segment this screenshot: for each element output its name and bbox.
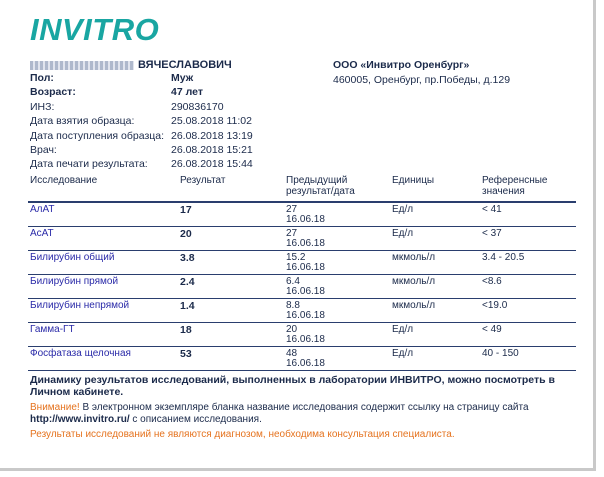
patient-name — [30, 59, 232, 71]
reference-value: < 49 — [480, 323, 576, 347]
results-table — [28, 175, 576, 371]
info-label: Дата поступления образца: — [30, 129, 165, 142]
table-row — [28, 275, 576, 299]
units-value: Ед/л — [390, 202, 480, 227]
previous-value: 6.4 — [286, 276, 300, 287]
test-name-link[interactable]: Фосфатаза щелочная — [28, 347, 178, 371]
disclaimer: Результаты исследований не являются диагнозом, необходима консультация специалиста. — [30, 429, 455, 440]
units-value: мкмоль/л — [390, 299, 480, 323]
result-value: 17 — [178, 202, 284, 227]
previous-date: 16.06.18 — [286, 358, 325, 369]
info-label: Дата печати результата: — [30, 158, 148, 171]
reference-value: < 37 — [480, 227, 576, 251]
test-name-link[interactable]: Билирубин общий — [28, 251, 178, 275]
organization-address: 460005, Оренбург, пр.Победы, д.129 — [333, 74, 511, 86]
info-label: ИНЗ: — [30, 100, 55, 113]
previous-value: 48 — [286, 348, 298, 359]
header-previous: Предыдущий результат/дата — [284, 175, 390, 202]
info-value: 47 лет — [171, 86, 203, 99]
header-result: Результат — [178, 175, 284, 202]
result-value: 2.4 — [178, 275, 284, 299]
info-label: Возраст: — [30, 86, 76, 99]
table-row — [28, 251, 576, 275]
previous-result — [284, 227, 390, 251]
redacted-name — [30, 61, 134, 70]
previous-value: 20 — [286, 324, 298, 335]
warning-note — [30, 402, 570, 426]
info-value: 26.08.2018 13:19 — [171, 129, 253, 142]
previous-result — [284, 202, 390, 227]
previous-date: 16.06.18 — [286, 334, 325, 345]
reference-value: 3.4 - 20.5 — [480, 251, 576, 275]
info-value: Муж — [171, 72, 194, 84]
organization-block — [333, 59, 510, 86]
reference-value: < 41 — [480, 202, 576, 227]
previous-value: 15.2 — [286, 252, 306, 263]
patient-patronymic: ВЯЧЕСЛАВОВИЧ — [138, 59, 232, 71]
units-value: Ед/л — [390, 323, 480, 347]
table-row — [28, 323, 576, 347]
previous-value: 8.8 — [286, 300, 300, 311]
units-value: Ед/л — [390, 347, 480, 371]
previous-result — [284, 323, 390, 347]
info-label: Дата взятия образца: — [30, 115, 135, 128]
previous-date: 16.06.18 — [286, 286, 325, 297]
previous-date: 16.06.18 — [286, 214, 325, 225]
units-value: мкмоль/л — [390, 275, 480, 299]
invitro-link[interactable]: http://www.invitro.ru/ — [30, 414, 130, 425]
result-value: 53 — [178, 347, 284, 371]
previous-date: 16.06.18 — [286, 310, 325, 321]
table-header-row — [28, 175, 576, 202]
reference-value: <8.6 — [480, 275, 576, 299]
table-row — [28, 347, 576, 371]
warning-text-1: В электронном экземпляре бланка название исследования содержит ссылку на страницу сайта — [79, 402, 529, 413]
previous-result — [284, 299, 390, 323]
previous-result — [284, 251, 390, 275]
info-value: 26.08.2018 15:44 — [171, 158, 253, 171]
dynamics-note: Динамику результатов исследований, выполненных в лаборатории ИНВИТРО, можно посмотреть в Личном кабинете. — [30, 374, 555, 398]
test-name-link[interactable]: Билирубин прямой — [28, 275, 178, 299]
invitro-logo: INVITRO — [30, 12, 160, 47]
reference-value: 40 - 150 — [480, 347, 576, 371]
test-name-link[interactable]: АлАТ — [28, 202, 178, 227]
result-value: 3.8 — [178, 251, 284, 275]
info-label: Врач: — [30, 143, 57, 156]
warning-text-2: с описанием исследования. — [129, 414, 262, 425]
warning-label: Внимание! — [30, 402, 80, 413]
previous-result — [284, 275, 390, 299]
organization-name: ООО «Инвитро Оренбург» — [333, 59, 470, 71]
previous-value: 27 — [286, 228, 298, 239]
result-value: 20 — [178, 227, 284, 251]
header-test: Исследование — [28, 175, 178, 202]
test-name-link[interactable]: АсАТ — [28, 227, 178, 251]
result-value: 18 — [178, 323, 284, 347]
table-row — [28, 202, 576, 227]
info-label: Пол: — [30, 72, 54, 84]
header-units: Единицы — [390, 175, 480, 202]
info-value: 290836170 — [171, 100, 224, 113]
units-value: мкмоль/л — [390, 251, 480, 275]
test-name-link[interactable]: Гамма-ГТ — [28, 323, 178, 347]
test-name-link[interactable]: Билирубин непрямой — [28, 299, 178, 323]
reference-value: <19.0 — [480, 299, 576, 323]
previous-value: 27 — [286, 204, 298, 215]
previous-date: 16.06.18 — [286, 262, 325, 273]
info-value: 25.08.2018 11:02 — [171, 115, 252, 128]
previous-date: 16.06.18 — [286, 238, 325, 249]
previous-result — [284, 347, 390, 371]
result-value: 1.4 — [178, 299, 284, 323]
table-row — [28, 227, 576, 251]
info-value: 26.08.2018 15:21 — [171, 143, 253, 156]
header-reference: Референсные значения — [480, 175, 576, 202]
units-value: Ед/л — [390, 227, 480, 251]
table-row — [28, 299, 576, 323]
